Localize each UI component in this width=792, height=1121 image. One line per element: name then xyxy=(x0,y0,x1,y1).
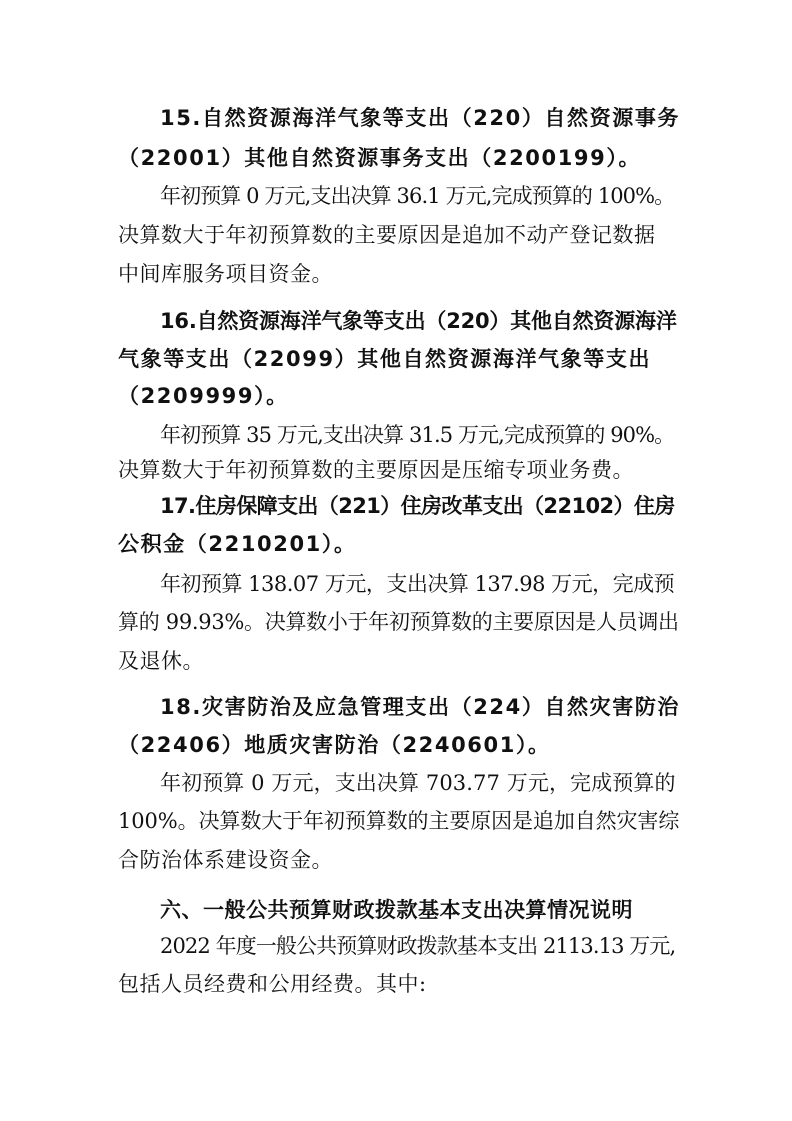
item-17-heading-line-2: 公积金（2210201）。 xyxy=(118,532,357,556)
item-15-body-line-1: 年初预算 0 万元,支出决算 36.1 万元,完成预算的 100%。 xyxy=(160,184,675,208)
item-18-body-line-3: 合防治体系建设资金。 xyxy=(118,848,333,872)
item-16-heading-line-1: 16.自然资源海洋气象等支出（220）其他自然资源海洋 xyxy=(160,309,677,333)
item-17-body-line-3: 及退休。 xyxy=(118,649,204,673)
item-18-body-line-1: 年初预算 0 万元，支出决算 703.77 万元，完成预算的 xyxy=(160,771,676,795)
item-17-body-line-1: 年初预算 138.07 万元，支出决算 137.98 万元，完成预 xyxy=(160,572,675,596)
item-17-heading-line-1: 17.住房保障支出（221）住房改革支出（22102）住房 xyxy=(160,494,675,518)
item-15-heading-line-2: （22001）其他自然资源事务支出（2200199）。 xyxy=(118,146,642,170)
item-18-heading-line-2: （22406）地质灾害防治（2240601）。 xyxy=(118,733,551,757)
item-16-body-line-1: 年初预算 35 万元,支出决算 31.5 万元,完成预算的 90%。 xyxy=(160,423,675,447)
section-title: 六、一般公共预算财政拨款基本支出决算情况说明 xyxy=(160,898,633,922)
item-16-body-line-2: 决算数大于年初预算数的主要原因是压缩专项业务费。 xyxy=(118,458,634,482)
item-16-heading-line-2: 气象等支出（22099）其他自然资源海洋气象等支出 xyxy=(118,347,652,371)
item-15-body-line-3: 中间库服务项目资金。 xyxy=(118,262,333,286)
item-18-heading-line-1: 18.灾害防治及应急管理支出（224）自然灾害防治 xyxy=(160,695,681,719)
item-16-heading-line-3: （2209999）。 xyxy=(118,384,289,408)
item-15-heading-line-1: 15.自然资源海洋气象等支出（220）自然资源事务 xyxy=(160,106,681,130)
item-17-body-line-2: 算的 99.93%。决算数小于年初预算数的主要原因是人员调出 xyxy=(118,610,679,634)
section-body-line-2: 包括人员经费和公用经费。其中: xyxy=(118,972,427,996)
item-15-body-line-2: 决算数大于年初预算数的主要原因是追加不动产登记数据 xyxy=(118,223,656,247)
section-body-line-1: 2022 年度一般公共预算财政拨款基本支出 2113.13 万元, xyxy=(160,934,676,958)
item-18-body-line-2: 100%。决算数大于年初预算数的主要原因是追加自然灾害综 xyxy=(118,809,680,833)
